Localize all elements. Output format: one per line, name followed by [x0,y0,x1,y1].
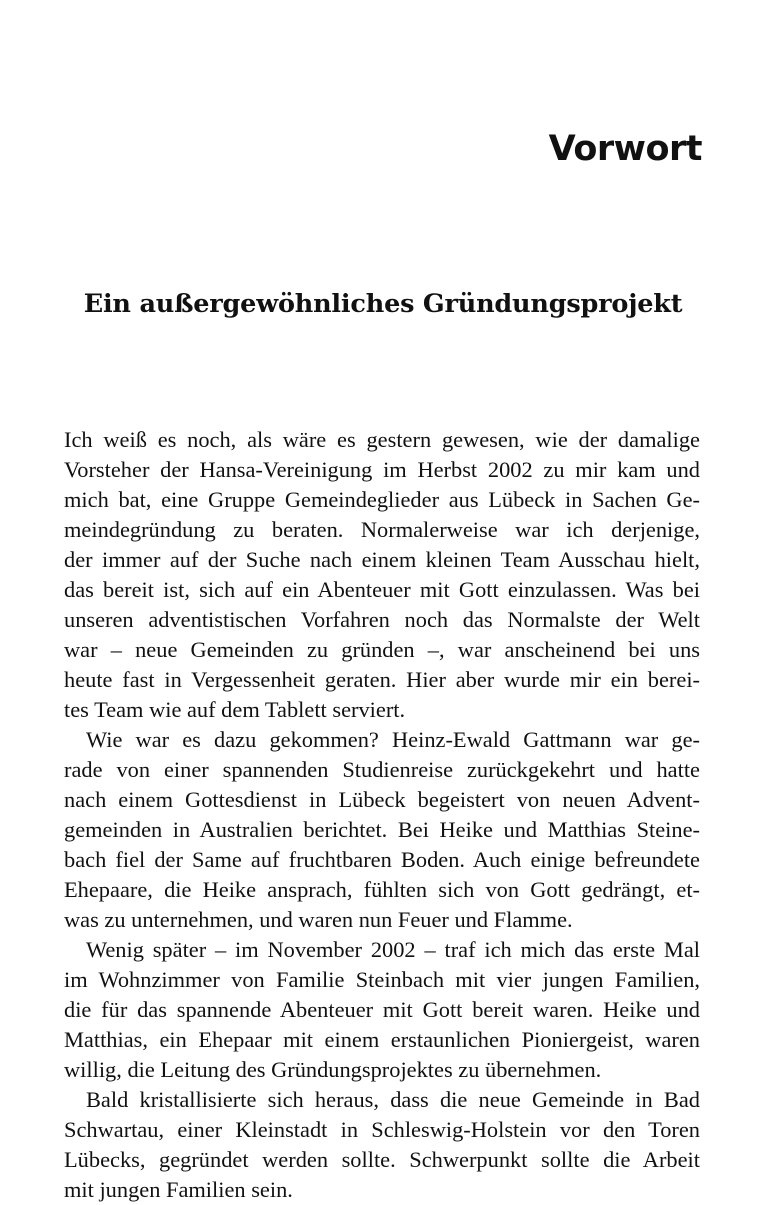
paragraph-2 [64,725,700,935]
text-line: mich bat, eine Gruppe Gemeindeglieder aus Lübeck in Sachen Ge- [64,487,700,512]
text-line: war – neue Gemeinden zu gründen –, war anscheinend bei uns [64,637,700,662]
paragraph-1 [64,425,700,725]
text-line: die für das spannende Abenteuer mit Gott bereit waren. Heike und [64,997,700,1022]
text-line: Wie war es dazu gekommen? Heinz-Ewald Gattmann war ge- [86,727,700,752]
text-line: Ich weiß es noch, als wäre es gestern gewesen, wie der damalige [64,427,700,452]
text-line: der immer auf der Suche nach einem kleinen Team Ausschau hielt, [64,547,700,572]
text-line: Matthias, ein Ehepaar mit einem erstaunlichen Pioniergeist, waren [64,1027,700,1052]
text-line: heute fast in Vergessenheit geraten. Hier aber wurde mir ein berei- [64,667,700,692]
section-heading: Ein außergewöhnliches Gründungsprojekt [83,289,683,319]
text-line: nach einem Gottesdienst in Lübeck begeistert von neuen Advent- [64,787,700,812]
paragraph-4 [64,1085,700,1205]
text-line: Lübecks, gegründet werden sollte. Schwerpunkt sollte die Arbeit [64,1147,700,1172]
text-line: tes Team wie auf dem Tablett serviert. [64,697,406,722]
text-line: gemeinden in Australien berichtet. Bei Heike und Matthias Steine- [64,817,700,842]
paragraph-3 [64,935,700,1085]
text-line: unseren adventistischen Vorfahren noch das Normalste der Welt [64,607,700,632]
text-line: das bereit ist, sich auf ein Abenteuer mit Gott einzulassen. Was bei [64,577,700,602]
text-line: mit jungen Familien sein. [64,1177,293,1202]
text-line: was zu unternehmen, und waren nun Feuer und Flamme. [64,907,573,932]
text-line: Bald kristallisierte sich heraus, dass die neue Gemeinde in Bad [86,1087,700,1112]
text-line: Wenig später – im November 2002 – traf ich mich das erste Mal [86,937,700,962]
text-line: Vorsteher der Hansa-Vereinigung im Herbst 2002 zu mir kam und [64,457,700,482]
chapter-title: Vorwort [548,129,702,169]
text-line: willig, die Leitung des Gründungsprojektes zu übernehmen. [64,1057,602,1082]
text-line: meindegründung zu beraten. Normalerweise war ich derjenige, [64,517,700,542]
text-line: im Wohnzimmer von Familie Steinbach mit vier jungen Familien, [64,967,700,992]
text-line: Schwartau, einer Kleinstadt in Schleswig-Holstein vor den Toren [64,1117,700,1142]
text-line: Ehepaare, die Heike ansprach, fühlten sich von Gott gedrängt, et- [64,877,700,902]
text-line: bach fiel der Same auf fruchtbaren Boden. Auch einige befreundete [64,847,700,872]
body-text [64,425,700,1205]
text-line: rade von einer spannenden Studienreise zurückgekehrt und hatte [64,757,700,782]
